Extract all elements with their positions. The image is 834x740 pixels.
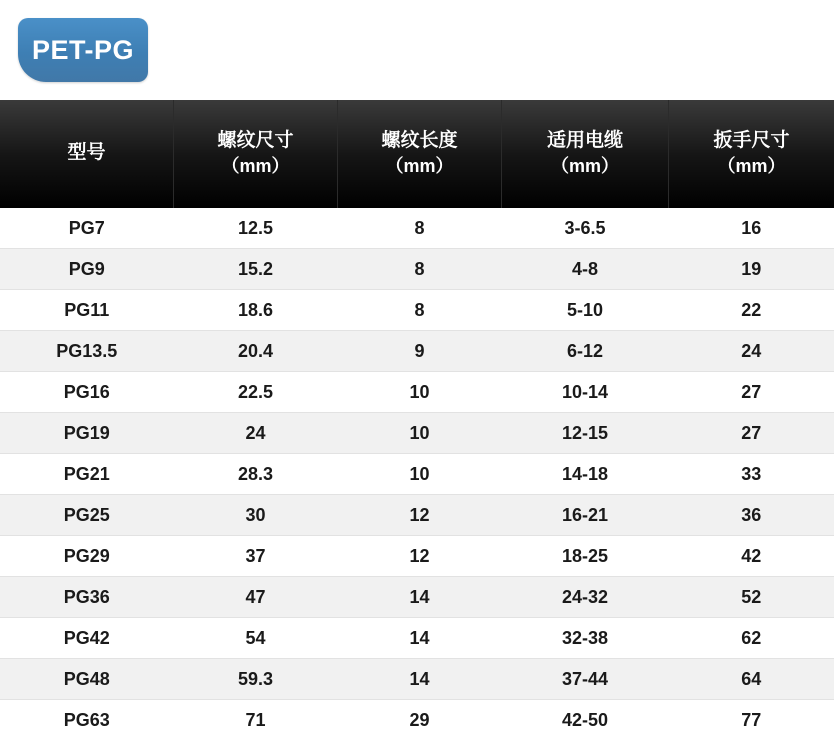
column-header-cable-range-line1: 适用电缆 — [547, 130, 623, 151]
cell-thread-size: 15.2 — [174, 249, 338, 290]
table-row — [0, 413, 834, 454]
cell-model: PG7 — [0, 208, 174, 249]
cell-model: PG19 — [0, 413, 174, 454]
cell-cable-range: 12-15 — [502, 413, 669, 454]
cell-model: PG21 — [0, 454, 174, 495]
product-series-label: PET-PG — [32, 37, 134, 64]
cell-thread-length: 12 — [338, 495, 502, 536]
cell-thread-size: 18.6 — [174, 290, 338, 331]
cell-cable-range: 10-14 — [502, 372, 669, 413]
table-row — [0, 659, 834, 700]
cell-thread-size: 28.3 — [174, 454, 338, 495]
cell-model: PG42 — [0, 618, 174, 659]
cell-thread-size: 22.5 — [174, 372, 338, 413]
cell-thread-length: 10 — [338, 454, 502, 495]
column-header-wrench-size-line2: （mm） — [673, 154, 830, 178]
cell-model: PG63 — [0, 700, 174, 740]
cell-thread-length: 12 — [338, 536, 502, 577]
cell-wrench-size: 27 — [669, 372, 834, 413]
cell-cable-range: 6-12 — [502, 331, 669, 372]
cell-cable-range: 5-10 — [502, 290, 669, 331]
cell-thread-length: 29 — [338, 700, 502, 740]
cell-wrench-size: 27 — [669, 413, 834, 454]
cell-thread-length: 8 — [338, 290, 502, 331]
cell-wrench-size: 36 — [669, 495, 834, 536]
cell-model: PG16 — [0, 372, 174, 413]
column-header-cable-range — [502, 100, 669, 208]
table-row — [0, 454, 834, 495]
column-header-wrench-size — [669, 100, 834, 208]
cell-wrench-size: 22 — [669, 290, 834, 331]
cell-model: PG29 — [0, 536, 174, 577]
cell-cable-range: 18-25 — [502, 536, 669, 577]
cell-model: PG13.5 — [0, 331, 174, 372]
table-row — [0, 536, 834, 577]
cell-thread-size: 30 — [174, 495, 338, 536]
cell-wrench-size: 62 — [669, 618, 834, 659]
cell-thread-length: 14 — [338, 577, 502, 618]
cell-wrench-size: 42 — [669, 536, 834, 577]
column-header-thread-size-line2: （mm） — [178, 154, 333, 178]
cell-model: PG11 — [0, 290, 174, 331]
specification-table — [0, 100, 834, 740]
cell-thread-length: 10 — [338, 372, 502, 413]
column-header-wrench-size-line1: 扳手尺寸 — [713, 130, 789, 151]
column-header-model-line1: 型号 — [67, 142, 105, 163]
table-row — [0, 249, 834, 290]
cell-thread-length: 8 — [338, 208, 502, 249]
cell-wrench-size: 52 — [669, 577, 834, 618]
cell-cable-range: 24-32 — [502, 577, 669, 618]
cell-wrench-size: 24 — [669, 331, 834, 372]
column-header-cable-range-line2: （mm） — [506, 154, 664, 178]
cell-thread-size: 24 — [174, 413, 338, 454]
column-header-thread-size — [174, 100, 338, 208]
cell-thread-size: 12.5 — [174, 208, 338, 249]
cell-thread-size: 47 — [174, 577, 338, 618]
header-banner — [0, 0, 790, 100]
cell-thread-length: 14 — [338, 659, 502, 700]
cell-thread-size: 37 — [174, 536, 338, 577]
column-header-thread-length-line2: （mm） — [342, 154, 497, 178]
table-row — [0, 495, 834, 536]
column-header-thread-length-line1: 螺纹长度 — [381, 130, 457, 151]
cell-wrench-size: 64 — [669, 659, 834, 700]
cell-cable-range: 16-21 — [502, 495, 669, 536]
cell-thread-length: 10 — [338, 413, 502, 454]
cell-cable-range: 4-8 — [502, 249, 669, 290]
cell-thread-size: 54 — [174, 618, 338, 659]
cell-wrench-size: 16 — [669, 208, 834, 249]
table-row — [0, 700, 834, 740]
column-header-thread-size-line1: 螺纹尺寸 — [217, 130, 293, 151]
cell-model: PG36 — [0, 577, 174, 618]
cell-wrench-size: 19 — [669, 249, 834, 290]
cell-cable-range: 32-38 — [502, 618, 669, 659]
cell-thread-length: 9 — [338, 331, 502, 372]
cell-wrench-size: 33 — [669, 454, 834, 495]
cell-model: PG48 — [0, 659, 174, 700]
table-row — [0, 618, 834, 659]
cell-model: PG25 — [0, 495, 174, 536]
column-header-model — [0, 100, 174, 208]
cell-cable-range: 14-18 — [502, 454, 669, 495]
cell-wrench-size: 77 — [669, 700, 834, 740]
cell-model: PG9 — [0, 249, 174, 290]
table-row — [0, 290, 834, 331]
cell-thread-length: 8 — [338, 249, 502, 290]
table-row — [0, 577, 834, 618]
cell-thread-size: 20.4 — [174, 331, 338, 372]
column-header-thread-length — [338, 100, 502, 208]
cell-thread-size: 59.3 — [174, 659, 338, 700]
cell-thread-size: 71 — [174, 700, 338, 740]
product-series-tab — [18, 18, 148, 82]
table-header-row — [0, 100, 834, 208]
table-header — [0, 100, 834, 208]
table-body — [0, 208, 834, 740]
table-row — [0, 331, 834, 372]
cell-cable-range: 42-50 — [502, 700, 669, 740]
table-row — [0, 208, 834, 249]
table-row — [0, 372, 834, 413]
cell-cable-range: 37-44 — [502, 659, 669, 700]
cell-cable-range: 3-6.5 — [502, 208, 669, 249]
cell-thread-length: 14 — [338, 618, 502, 659]
